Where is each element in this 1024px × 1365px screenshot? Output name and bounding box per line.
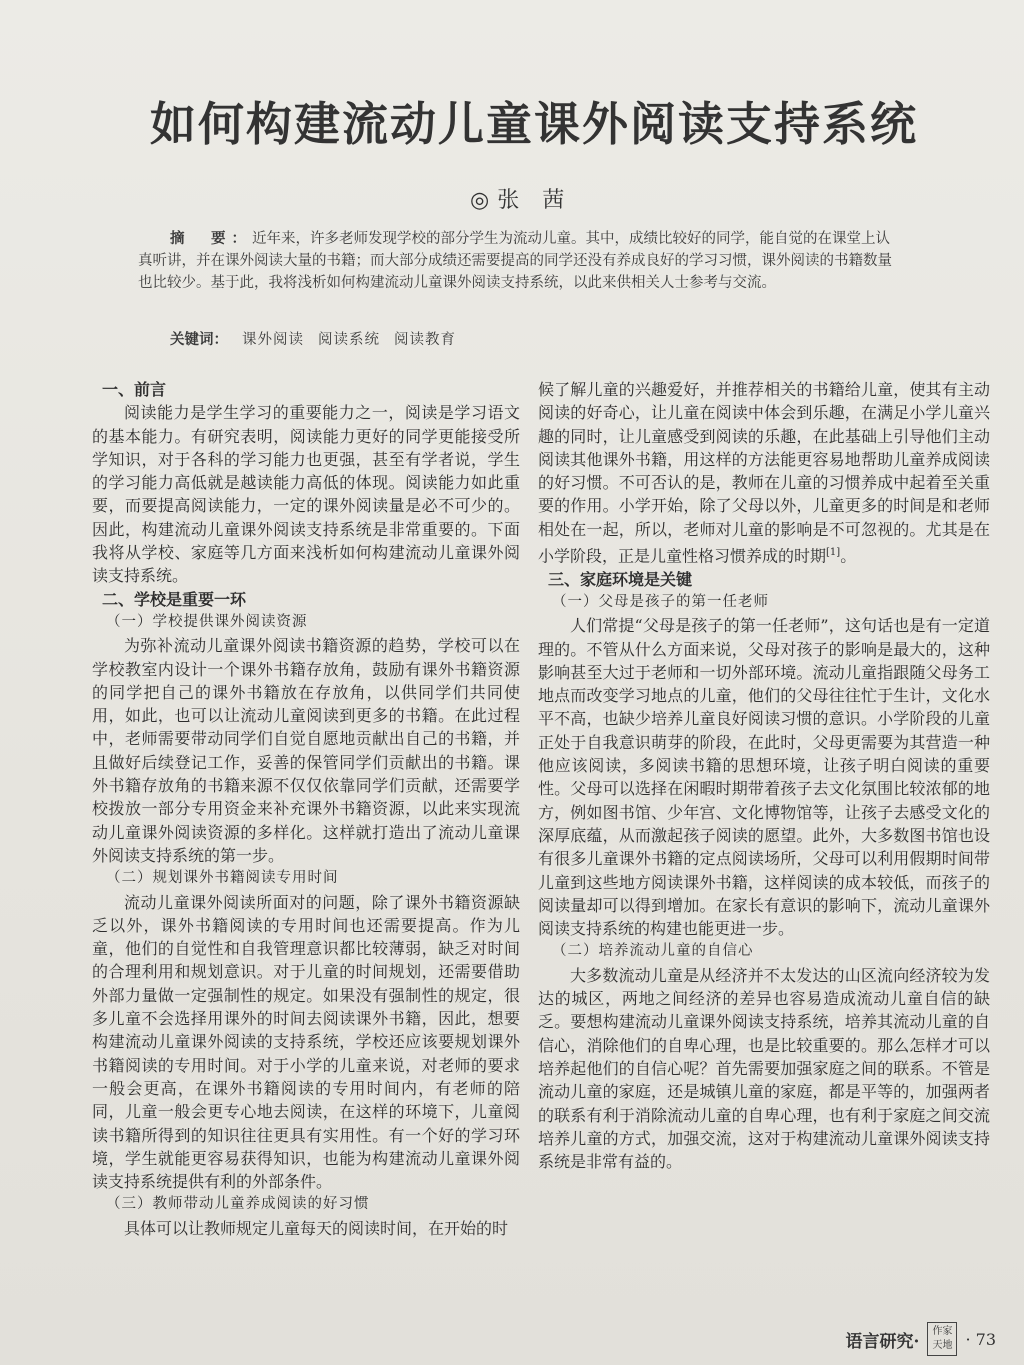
paragraph-text: 候了解儿童的兴趣爱好，并推荐相关的书籍给儿童，使其有主动阅读的好奇心，让儿童在阅读中体会到乐趣，在满足小学儿童兴趣的同时，让儿童感受到阅读的乐趣，在此基础上引导他们主动阅读其他课外书籍，用这样的方法能更容易地帮助儿童养成阅读的好习惯。不可否认的是，教师在儿童的习惯养成中起着至关重要的作用。小学开始，除了父母以外，儿童更多的时间是和老师相处在一起，所以，老师对儿童的影响是不可忽视的。尤其是在小学阶段，正是儿童性格习惯养成的时期 [538,380,990,566]
page-footer [846,1322,996,1356]
reference-mark[interactable]: [1] [826,547,841,559]
keyword: 阅读教育 [394,332,456,348]
abstract-label: 摘 要： [170,230,252,247]
author-name: ◎张 茜 [470,188,573,213]
subsection-heading: （三）教师带动儿童养成阅读的好习惯 [106,1196,370,1213]
article-title: 如何构建流动儿童课外阅读支持系统 [150,97,918,151]
subsection-heading: （二）规划课外书籍阅读专用时间 [106,870,339,887]
magazine-logo: 作家天地 [927,1322,957,1356]
abstract [138,228,898,294]
keywords-label: 关键词： [170,331,228,348]
paragraph [538,378,990,568]
magazine-section: 语言研究· [845,1331,920,1352]
right-column [538,378,990,1173]
paragraph: 大多数流动儿童是从经济并不太发达的山区流向经济较为发达的城区，两地之间经济的差异也容易造成流动儿童自信的缺乏。要想构建流动儿童课外阅读支持系统，培养其流动儿童的自信心，消除他们的自卑心理，也是比较重要的。那么怎样才可以培养起他们的自信心呢？首先需要加强家庭之间的联系。不管是流动儿童的家庭，还是城镇儿童的家庭，都是平等的，加强两者的联系有利于消除流动儿童的自卑心理，也有利于家庭之间交流培养儿童的方式，加强交流，这对于构建流动儿童课外阅读支持系统是非常有益的。 [538,965,990,1172]
paragraph: 具体可以让教师规定儿童每天的阅读时间，在开始的时 [124,1218,509,1238]
page-number: · 73 [965,1329,996,1349]
left-column [92,378,520,1240]
keywords [170,328,456,349]
subsection-heading: （一）学校提供课外阅读资源 [106,613,308,630]
paragraph-end: 。 [840,546,857,566]
paragraph: 流动儿童课外阅读所面对的问题，除了课外书籍资源缺乏以外，课外书籍阅读的专用时间也还需要提高。作为儿童，他们的自觉性和自我管理意识都比较薄弱，缺乏对时间的合理利用和规划意识。对于儿童的时间规划，还需要借助外部力量做一定强制性的规定。如果没有强制性的规定，很多儿童不会选择用课外的时间去阅读课外书籍，因此，想要构建流动儿童课外阅读的支持系统，学校还应该要规划课外书籍阅读的专用时间。对于小学的儿童来说，对老师的要求一般会更高，在课外书籍阅读的专用时间内，有老师的陪同，儿童一般会更专心地去阅读，在这样的环境下，儿童阅读书籍所得到的知识往往更具有实用性。有一个好的学习环境，学生就能更容易获得知识，也能为构建流动儿童课外阅读支持系统提供有利的外部条件。 [92,892,520,1192]
paragraph: 为弥补流动儿童课外阅读书籍资源的趋势，学校可以在学校教室内设计一个课外书籍存放角，鼓励有课外书籍资源的同学把自己的课外书籍放在存放角，以供同学们共同使用，如此，也可以让流动儿童阅读到更多的书籍。在此过程中，老师需要带动同学们自觉自愿地贡献出自己的书籍，并且做好后续登记工作，妥善的保管同学们贡献出的书籍。课外书籍存放角的书籍来源不仅仅依靠同学们贡献，还需要学校拨放一部分专用资金来补充课外书籍资源，以此来实现流动儿童课外阅读资源的多样化。这样就打造出了流动儿童课外阅读支持系统的第一步。 [92,636,520,865]
keyword: 阅读系统 [318,332,380,348]
keyword: 课外阅读 [242,332,304,348]
abstract-text: 近年来，许多老师发现学校的部分学生为流动儿童。其中，成绩比较好的同学，能自觉的在课堂上认真听讲，并在课外阅读大量的书籍；而大部分成绩还需要提高的同学还没有养成良好的学习习惯，课外阅读的书籍数量也比较少。基于此，我将浅析如何构建流动儿童课外阅读支持系统，以此来供相关人士参考与交流。 [138,231,892,291]
section-heading: 三、家庭环境是关键 [548,569,693,589]
section-heading: 二、学校是重要一环 [102,589,247,609]
subsection-heading: （二）培养流动儿童的自信心 [552,943,754,960]
paragraph: 人们常提“父母是孩子的第一任老师”，这句话也是有一定道理的。不管从什么方面来说，父母对孩子的影响是最大的，这种影响甚至大过于老师和一切外部环境。流动儿童指跟随父母务工地点而改变学习地点的儿童，他们的父母往往忙于生计，文化水平不高，也缺少培养儿童良好阅读习惯的意识。小学阶段的儿童正处于自我意识萌芽的阶段，在此时，父母更需要为其营造一种他应该阅读，多阅读书籍的思想环境，让孩子明白阅读的重要性。父母可以选择在闲暇时期带着孩子去文化氛围比较浓郁的地方，例如图书馆、少年宫、文化博物馆等，让孩子去感受文化的深厚底蕴，从而激起孩子阅读的愿望。此外，大多数图书馆也设有很多儿童课外书籍的定点阅读场所，父母可以利用假期时间带儿童到这些地方阅读课外书籍，这样阅读的成本较低，而孩子的阅读量却可以得到增加。在家长有意识的影响下，流动儿童课外阅读支持系统的构建也能更进一步。 [538,616,990,939]
subsection-heading: （一）父母是孩子的第一任老师 [552,594,769,610]
section-heading: 一、前言 [102,380,167,399]
paragraph: 阅读能力是学生学习的重要能力之一，阅读是学习语文的基本能力。有研究表明，阅读能力更好的同学更能接受所学知识，对于各科的学习能力也更强，甚至有学者说，学生的学习能力高低就是越读能力高低的体现。阅读能力如此重要，而要提高阅读能力，一定的课外阅读量是必不可少的。因此，构建流动儿童课外阅读支持系统是非常重要的。下面我将从学校、家庭等几方面来浅析如何构建流动儿童课外阅读支持系统。 [92,403,520,586]
